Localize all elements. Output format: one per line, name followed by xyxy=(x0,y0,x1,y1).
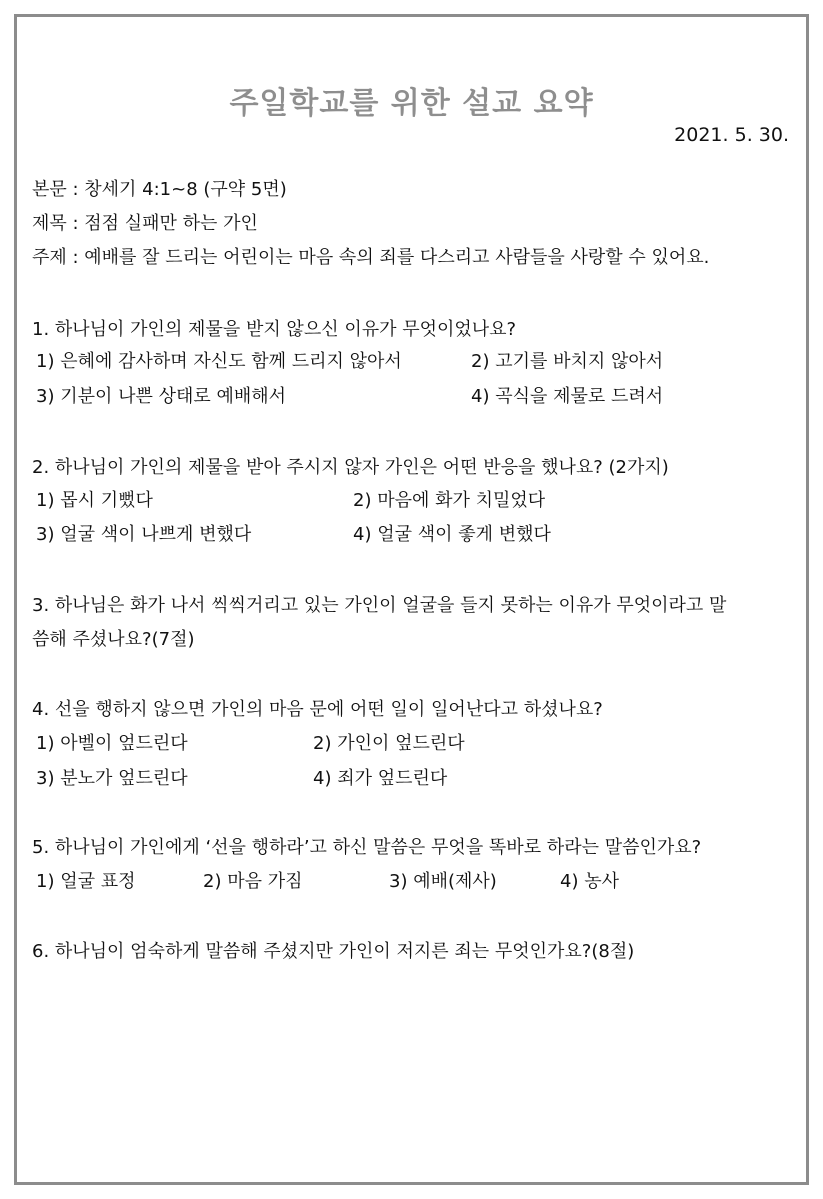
question-5-option-1: 1) 얼굴 표정 xyxy=(36,871,136,892)
question-1-option-3: 3) 기분이 나쁜 상태로 예배해서 xyxy=(36,386,287,407)
page-title: 주일학교를 위한 설교 요약 xyxy=(229,86,594,121)
question-2-option-1: 1) 몹시 기뻤다 xyxy=(36,490,153,511)
question-1-option-2: 2) 고기를 바치지 않아서 xyxy=(471,351,664,372)
question-4-option-2: 2) 가인이 엎드린다 xyxy=(313,733,465,754)
question-3-line-1: 3. 하나님은 화가 나서 씩씩거리고 있는 가인이 얼굴을 들지 못하는 이유가 무엇이라고 말 xyxy=(32,595,727,616)
question-2-option-3: 3) 얼굴 색이 나쁘게 변했다 xyxy=(36,524,252,545)
question-2-option-4: 4) 얼굴 색이 좋게 변했다 xyxy=(353,524,551,545)
question-4-option-3: 3) 분노가 엎드린다 xyxy=(36,768,188,789)
question-2: 2. 하나님이 가인의 제물을 받아 주시지 않자 가인은 어떤 반응을 했나요? (2가지) xyxy=(32,457,669,478)
scripture-reference: 본문 : 창세기 4:1~8 (구약 5면) xyxy=(32,179,287,200)
question-1-option-4: 4) 곡식을 제물로 드려서 xyxy=(471,386,664,407)
date: 2021. 5. 30. xyxy=(674,124,789,146)
question-5-option-2: 2) 마음 가짐 xyxy=(203,871,303,892)
sermon-theme: 주제 : 예배를 잘 드리는 어린이는 마음 속의 죄를 다스리고 사람들을 사랑할 수 있어요. xyxy=(32,247,710,268)
question-6: 6. 하나님이 엄숙하게 말씀해 주셨지만 가인이 저지른 죄는 무엇인가요?(8절) xyxy=(32,941,635,962)
question-5-option-3: 3) 예배(제사) xyxy=(389,871,497,892)
question-4-option-4: 4) 죄가 엎드린다 xyxy=(313,768,448,789)
question-4: 4. 선을 행하지 않으면 가인의 마음 문에 어떤 일이 일어난다고 하셨나요? xyxy=(32,699,603,720)
sermon-subject: 제목 : 점점 실패만 하는 가인 xyxy=(32,213,258,234)
question-1: 1. 하나님이 가인의 제물을 받지 않으신 이유가 무엇이었나요? xyxy=(32,319,517,340)
question-3-line-2: 씀해 주셨나요?(7절) xyxy=(32,629,195,650)
question-5-option-4: 4) 농사 xyxy=(560,871,619,892)
question-5: 5. 하나님이 가인에게 ‘선을 행하라’고 하신 말씀은 무엇을 똑바로 하라는 말씀인가요? xyxy=(32,837,702,858)
question-2-option-2: 2) 마음에 화가 치밀었다 xyxy=(353,490,546,511)
question-4-option-1: 1) 아벨이 엎드린다 xyxy=(36,733,188,754)
question-1-option-1: 1) 은혜에 감사하며 자신도 함께 드리지 않아서 xyxy=(36,351,402,372)
